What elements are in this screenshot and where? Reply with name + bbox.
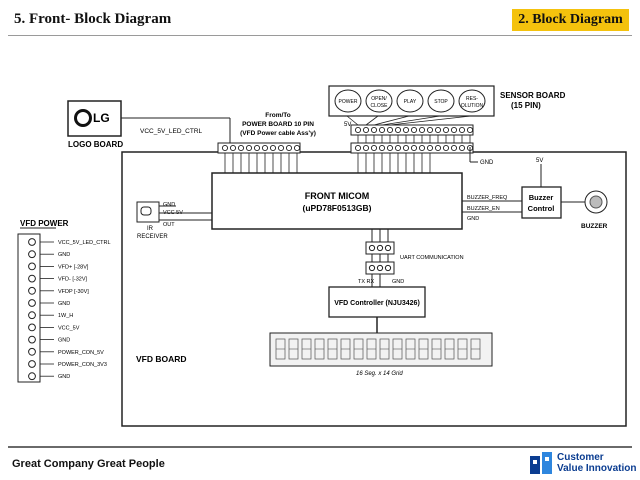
sensor-connector-bottom-pin: [355, 145, 360, 150]
sensor-connector-top-pin: [443, 127, 448, 132]
sensor-connector-bottom-pin: [435, 145, 440, 150]
sensor-connector-bottom-pin: [395, 145, 400, 150]
vfd-power-pin-label: 1W_H: [58, 313, 74, 320]
sensor-connector-top-pin: [451, 127, 456, 132]
buzzer-gnd-label: GND: [467, 216, 480, 222]
connector-label-3: (VFD Power cable Ass'y): [240, 130, 316, 137]
uart-pin: [369, 265, 374, 270]
vfd-controller-label: VFD Controller (NJU3426): [334, 300, 420, 307]
vfd-display-caption: 16 Seg. x 14 Grid: [356, 371, 403, 377]
vfd-board-label: VFD BOARD: [136, 354, 187, 364]
sensor-connector-bottom-pin: [379, 145, 384, 150]
micom-label: FRONT MICOM: [304, 191, 370, 201]
uart-pin: [385, 245, 390, 250]
sensor-button-label: POWER: [338, 99, 358, 105]
connector-label-2: POWER BOARD 10 PIN: [242, 121, 314, 128]
sensor-connector-top-pin: [379, 127, 384, 132]
footer-logo-text: [557, 452, 636, 474]
sensor-connector-top-pin: [387, 127, 392, 132]
footer-slogan: Great Company Great People: [12, 458, 165, 470]
sensor-connector-bottom-pin: [419, 145, 424, 150]
sensor-connector-top-pin: [355, 127, 360, 132]
buzzer-control-label-2: Control: [527, 204, 555, 213]
power-connector-pin: [286, 145, 291, 150]
vfd-power-pin: [29, 324, 36, 331]
sensor-connector-bottom-pin: [411, 145, 416, 150]
sensor-5v-label: 5V: [344, 122, 352, 128]
sensor-connector-bottom-pin: [403, 145, 408, 150]
ir-signal-gnd: GND: [163, 202, 176, 208]
vfd-power-pin: [29, 287, 36, 294]
power-connector-pin: [262, 145, 267, 150]
uart-pin: [377, 245, 382, 250]
sensor-button-label: PLAY: [403, 99, 417, 105]
sensor-button-label: RES-: [466, 96, 478, 102]
sensor-connector-bottom-pin: [459, 145, 464, 150]
sensor-connector-top: [351, 125, 473, 135]
vfd-power-pin: [29, 300, 36, 307]
sensor-gnd-label: GND: [480, 160, 494, 166]
sensor-connector-bottom-pin: [387, 145, 392, 150]
micom-part: (uPD78F0513GB): [302, 203, 372, 213]
uart-gnd-label: GND: [392, 279, 405, 285]
front-micom-box: [212, 173, 462, 229]
sensor-connector-bottom-pin: [451, 145, 456, 150]
power-connector-10pin: [218, 143, 300, 153]
uart-pin: [369, 245, 374, 250]
power-connector-pin: [230, 145, 235, 150]
vfd-power-pin-label: VCC_5V: [58, 325, 80, 332]
vfd-power-pin-label: VFDP [-30V]: [58, 288, 89, 295]
section-badge: 2. Block Diagram: [512, 9, 629, 31]
footer-divider: [8, 446, 632, 448]
footer-logo-line2: Value Innovation: [557, 463, 637, 474]
vfd-power-pin: [29, 348, 36, 355]
lg-logo-text: LG: [93, 111, 110, 125]
ir-signal-out: OUT: [163, 222, 175, 228]
sensor-connector-bottom-pin: [363, 145, 368, 150]
uart-pin: [377, 265, 382, 270]
vfd-power-pin-label: GND: [58, 252, 71, 259]
sensor-connector-top-pin: [403, 127, 408, 132]
vfd-power-pin: [29, 263, 36, 270]
vfd-power-pin: [29, 361, 36, 368]
sensor-button-label: OPEN/: [371, 96, 387, 102]
buzzer-control-box: [522, 187, 561, 218]
sensor-board-label-2: (15 PIN): [511, 101, 541, 110]
uart-pin: [385, 265, 390, 270]
ir-receiver-box: [137, 202, 159, 222]
power-connector-pin: [254, 145, 259, 150]
ir-signal-vcc: VCC 5V: [163, 210, 183, 216]
sensor-connector-top-pin: [395, 127, 400, 132]
buzzer-label: BUZZER: [581, 223, 608, 230]
buzzer-control-label-1: Buzzer: [528, 193, 554, 202]
vfd-power-pin-label: GND: [58, 374, 71, 381]
power-connector-pin: [246, 145, 251, 150]
sensor-connector-bottom: [351, 143, 473, 153]
power-connector-pin: [222, 145, 227, 150]
page-title: 5. Front- Block Diagram: [14, 11, 172, 27]
vfd-power-pin-label: VCC_5V_LED_CTRL: [58, 240, 111, 246]
buzzer-freq-label: BUZZER_FREQ: [467, 195, 508, 201]
sensor-connector-bottom-pin: [371, 145, 376, 150]
sensor-connector-top-pin: [435, 127, 440, 132]
buzzer-en-label: BUZZER_EN: [467, 206, 500, 212]
uart-txrx-label: TX RX: [358, 279, 375, 285]
vfd-power-pin: [29, 336, 36, 343]
vfd-power-pin: [29, 239, 36, 246]
vfd-display: [270, 333, 492, 366]
customer-value-logo-icon: [530, 452, 554, 474]
vfd-power-pin: [29, 275, 36, 282]
sensor-connector-top-pin: [363, 127, 368, 132]
footer-logo-line1: Customer: [557, 452, 604, 463]
logo-signal-label: VCC_5V_LED_CTRL: [140, 128, 203, 135]
sensor-connector-bottom-pin: [427, 145, 432, 150]
vfd-power-pin-label: VFD+ [-28V]: [58, 264, 89, 271]
vfd-power-pin-label: POWER_CON_5V: [58, 349, 104, 356]
sensor-connector-top-pin: [419, 127, 424, 132]
vfd-power-pin-label: POWER_CON_3V3: [58, 362, 107, 368]
logo-board-label: LOGO BOARD: [68, 140, 124, 149]
power-connector-pin: [278, 145, 283, 150]
vfd-power-pin-label: GND: [58, 337, 71, 344]
power-connector-pin: [294, 145, 299, 150]
sensor-connector-top-pin: [411, 127, 416, 132]
power-connector-pin: [238, 145, 243, 150]
sensor-button-label: OLUTION: [460, 103, 484, 109]
sensor-button-label: STOP: [434, 99, 448, 105]
power-connector-pin: [270, 145, 275, 150]
vfd-power-pin: [29, 251, 36, 258]
vfd-power-pin: [29, 312, 36, 319]
uart-label: UART COMMUNICATION: [400, 255, 464, 261]
sensor-connector-top-pin: [427, 127, 432, 132]
sensor-connector-top-pin: [459, 127, 464, 132]
ir-label-2: RECEIVER: [137, 234, 168, 240]
buzzer-5v-label: 5V: [536, 158, 544, 164]
sensor-connector-top-pin: [371, 127, 376, 132]
sensor-connector-top-pin: [467, 127, 472, 132]
sensor-button-label: CLOSE: [370, 103, 388, 109]
vfd-power-pin-label: VFD- [-32V]: [58, 276, 88, 283]
vfd-power-pin-label: GND: [58, 301, 71, 307]
sensor-board-label-1: SENSOR BOARD: [500, 91, 566, 100]
vfd-power-pin: [29, 373, 36, 380]
ir-label-1: IR: [147, 226, 153, 232]
sensor-connector-bottom-pin: [443, 145, 448, 150]
connector-label-1: From/To: [265, 112, 291, 119]
vfd-power-title: VFD POWER: [20, 219, 69, 228]
